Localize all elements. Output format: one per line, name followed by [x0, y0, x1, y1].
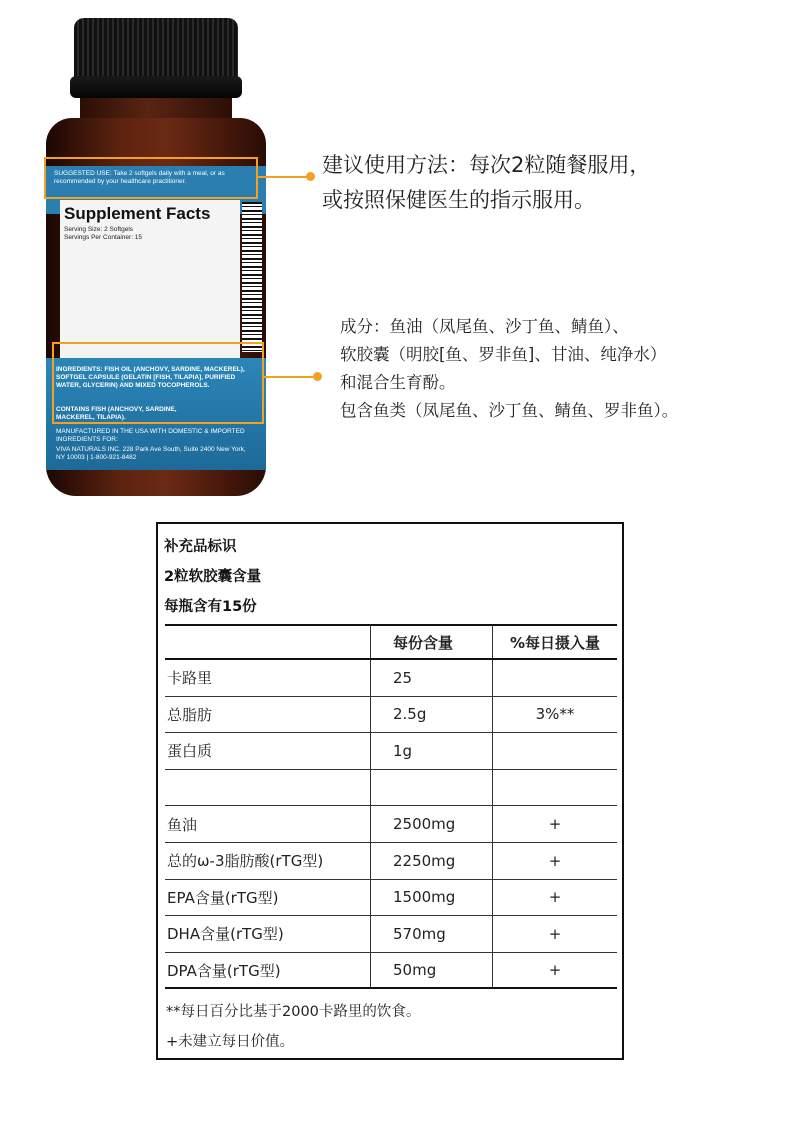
table-row: 鱼油 2500mg + — [165, 806, 617, 843]
connector-dot — [313, 372, 322, 381]
table-row: EPA含量(rTG型) 1500mg + — [165, 880, 617, 917]
usage-annotation: 建议使用方法：每次2粒随餐服用， 或按照保健医生的指示服用。 — [322, 153, 651, 212]
table-row: 总脂肪 2.5g 3%** — [165, 697, 617, 734]
facts-title: 补充品标识 — [164, 539, 237, 555]
supplement-facts-panel — [156, 522, 624, 1060]
table-row — [165, 770, 617, 807]
bottle-body: SUGGESTED USE: Take 2 softgels daily with a meal, or as recommended by your healthcare practitioner. Supplement Facts Serving Size: 2 Softgels Servings Per Container: 15 INGREDIENTS: FISH OIL (ANCHOVY, SARDINE, MACKEREL), SOFTGEL CAPSULE (GELATIN [FISH, TILAPIA], PURIFIED WATER, GLYCERIN) AND MIXED TOCOPHEROLS. CONTAINS FISH (ANCHOVY, SARDINE, MACKEREL, TILAPIA). MANUFACTURED IN THE USA WITH DOMESTIC & IMPORTED INGREDIENTS FOR: VIVA NATURALS INC. 228 Park Ave South, Suite 2400 New York, NY 10003 | 1-800-921-8482 — [46, 118, 266, 496]
bottle-cap — [74, 18, 238, 82]
servings-per-bottle: 每瓶含有15份 — [164, 599, 257, 615]
bottle-facts-title: Supplement Facts — [64, 204, 211, 223]
bottle-suggested-use: SUGGESTED USE: Take 2 softgels daily with a meal, or as recommended by your healthcare practitioner. — [54, 170, 225, 185]
serving-size: 2粒软胶囊含量 — [164, 569, 262, 585]
table-row: 蛋白质 1g — [165, 733, 617, 770]
product-bottle-image — [40, 18, 272, 496]
ingredients-annotation: 成分：鱼油（凤尾鱼、沙丁鱼、鲭鱼）、 软胶囊（明胶[鱼、罗非鱼]、甘油、纯净水） 和混合生育酚。 包含鱼类（凤尾鱼、沙丁鱼、鲭鱼、罗非鱼）。 — [340, 317, 679, 420]
table-row: DPA含量(rTG型) 50mg + — [165, 953, 617, 990]
table-header — [165, 624, 617, 660]
table-row: 总的ω-3脂肪酸(rTG型) 2250mg + — [165, 843, 617, 880]
ingredients-highlight — [52, 342, 264, 424]
bottle-ingredients: INGREDIENTS: FISH OIL (ANCHOVY, SARDINE, MACKEREL), SOFTGEL CAPSULE (GELATIN [FISH, TILAPIA], PURIFIED WATER, GLYCERIN) AND MIXED TOCOPHEROLS. — [56, 366, 245, 389]
footnotes: **每日百分比基于2000卡路里的饮食。 +未建立每日价值。 — [166, 1004, 421, 1050]
connector-dot — [306, 172, 315, 181]
facts-table — [165, 624, 617, 989]
col-amount: 每份含量 — [370, 626, 492, 658]
barcode — [242, 202, 262, 352]
suggested-use-highlight — [44, 157, 258, 199]
table-row: 卡路里 25 — [165, 660, 617, 697]
table-row: DHA含量(rTG型) 570mg + — [165, 916, 617, 953]
col-daily-value: %每日摄入量 — [492, 626, 617, 658]
